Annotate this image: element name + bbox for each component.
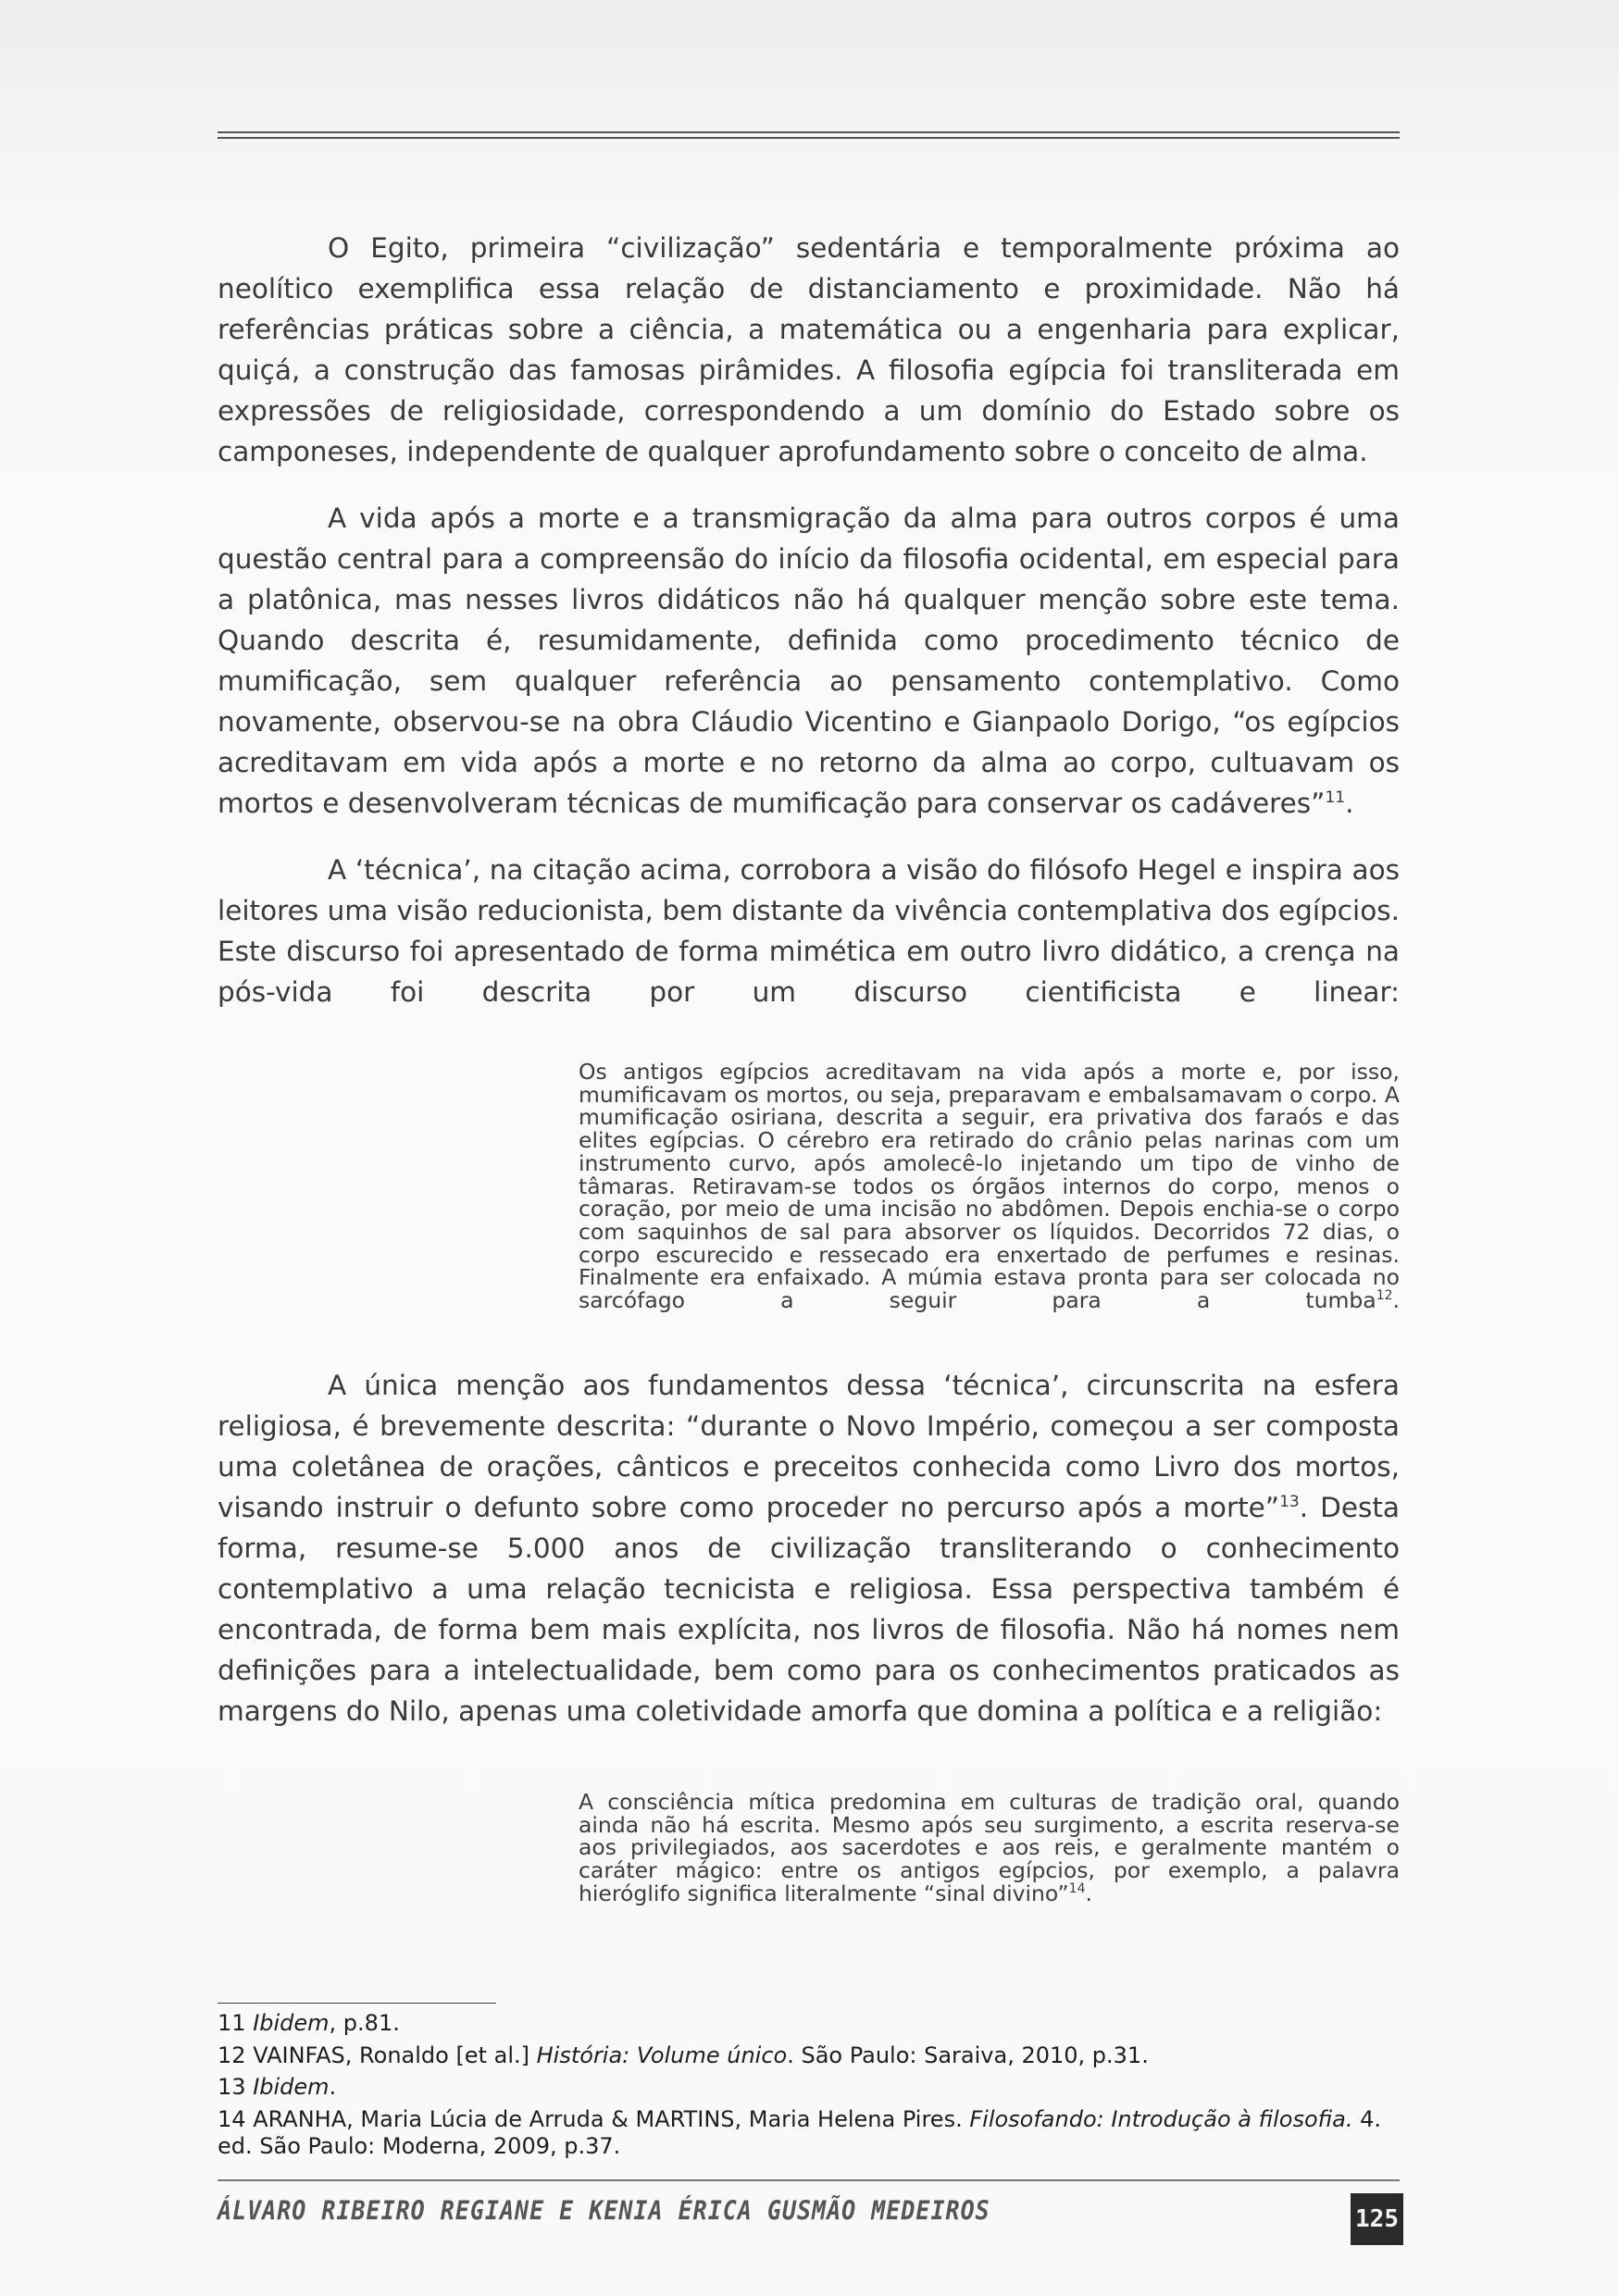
footnote-ref-14: 14 [1068,1880,1086,1896]
header-rule-bottom [218,137,1400,139]
block-quote-mummification: Os antigos egípcios acreditavam na vida após a morte e, por isso, mumificavam os mortos, ou seja, preparavam e embalsamavam o corpo. A mumificação osiriana, descrita a seguir, era privativa dos faraós e das elites egípcias. O cérebro era retirado do crânio pelas narinas com um instrumento curvo, após amolecê-lo injetando um tipo de vinho de tâmaras. Retiravam-se todos os órgãos internos do corpo, menos o coração, por meio de uma incisão no abdômen. Depois enchia-se o corpo com saquinhos de sal para absorver os líquidos. Decorridos 72 dias, o corpo escurecido e ressecado era enxertado de perfumes e resinas. Finalmente era enfaixado. A múmia estava pronta para ser colocada no sarcófago a seguir para a tumba$^{12}$. [579,1059,1400,1314]
footnote-ref-11: 11 [1325,788,1346,808]
footnote-separator [218,2003,496,2004]
footer-rule [218,2179,1400,2181]
header-rule-top [218,131,1400,133]
footnote-ref-12: 12 [1376,1288,1393,1304]
paragraph-1: O Egito, primeira “civilização” sedentária e temporalmente próxima ao neolítico exemplifica essa relação de distanciamento e proximidade. Não há referências práticas sobre a ciência, a matemática ou a engenharia para explicar, quiçá, a construção das famosas pirâmides. A filosofia egípcia foi transliterada em expressões de religiosidade, correspondendo a um domínio do Estado sobre os camponeses, independente de qualquer aprofundamento sobre o conceito de alma. [218,232,1400,467]
body-text-upper [218,228,1400,1038]
footer-authors: ÁLVARO RIBEIRO REGIANE E KENIA ÉRICA GUSMÃO MEDEIROS [218,2195,990,2227]
footnote-14: 14 ARANHA, Maria Lúcia de Arruda & MARTINS, Maria Helena Pires. Filosofando: Introdução à filosofia. 4. ed. São Paulo: Moderna, 2009, p.37. [218,2105,1382,2159]
footnote-13: 13 Ibidem. [218,2074,337,2100]
footnotes [218,2007,1400,2160]
footnote-12: 12 VAINFAS, Ronaldo [et al.] História: Volume único. São Paulo: Saraiva, 2010, p.31. [218,2042,1149,2068]
page-number: 125 [1351,2193,1403,2245]
block-quote-mythic-consciousness: A consciência mítica predomina em culturas de tradição oral, quando ainda não há escrita. Mesmo após seu surgimento, a escrita reserva-se aos privilegiados, aos sacerdotes e aos reis, e geralmente mantém o caráter mágico: entre os antigos egípcios, por exemplo, a palavra hieróglifo significa literalmente “sinal divino”$^{14}$. [579,1789,1400,1906]
footnote-11: 11 Ibidem, p.81. [218,2010,400,2036]
footnote-ref-13: 13 [1279,1493,1300,1512]
body-text-lower [218,1365,1400,1757]
paragraph-4: A única menção aos fundamentos dessa ‘técnica’, circunscrita na esfera religiosa, é brevemente descrita: “durante o Novo Império, começou a ser composta uma coletânea de orações, cânticos e preceitos conhecida como Livro dos mortos, visando instruir o defunto sobre como proceder no percurso após a morte”$^{13}$. Desta forma, resume-se 5.000 anos de civilização transliterando o conhecimento contemplativo a uma relação tecnicista e religiosa. Essa perspectiva também é encontrada, de forma bem mais explícita, nos livros de filosofia. Não há nomes nem definições para a intelectualidade, bem como para os conhecimentos praticados as margens do Nilo, apenas uma coletividade amorfa que domina a política e a religião: [218,1370,1400,1727]
paragraph-2: A vida após a morte e a transmigração da alma para outros corpos é uma questão central para a compreensão do início da filosofia ocidental, em especial para a platônica, mas nesses livros didáticos não há qualquer menção sobre este tema. Quando descrita é, resumidamente, definida como procedimento técnico de mumificação, sem qualquer referência ao pensamento contemplativo. Como novamente, observou-se na obra Cláudio Vicentino e Gianpaolo Dorigo, “os egípcios acreditavam em vida após a morte e no retorno da alma ao corpo, cultuavam os mortos e desenvolveram técnicas de mumificação para conservar os cadáveres”$^{11}$. [218,503,1400,819]
paragraph-3: A ‘técnica’, na citação acima, corrobora a visão do filósofo Hegel e inspira aos leitores uma visão reducionista, bem distante da vivência contemplativa dos egípcios. Este discurso foi apresentado de forma mimética em outro livro didático, a crença na pós-vida foi descrita por um discurso cientificista e linear: [218,854,1400,1008]
